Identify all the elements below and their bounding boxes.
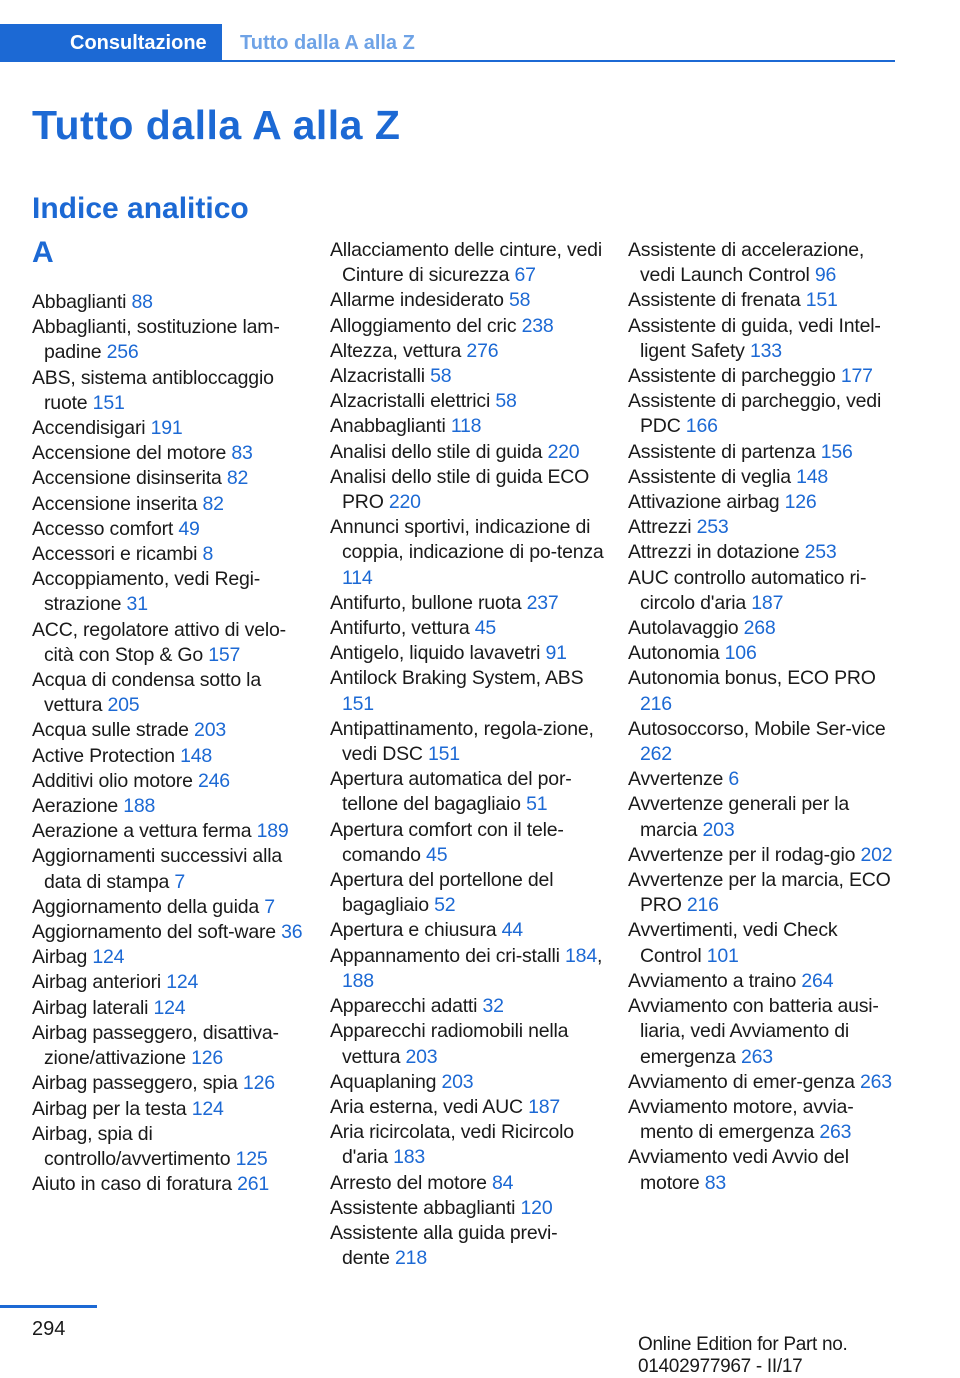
page-reference-link[interactable]: 126 <box>242 1072 275 1095</box>
entry-text: Anabbaglianti <box>330 415 446 438</box>
index-entry <box>628 792 903 842</box>
page-reference-link[interactable]: 188 <box>342 969 374 992</box>
index-entry <box>32 315 307 365</box>
page-reference-link[interactable]: 114 <box>342 566 373 589</box>
entry-text: Antilock Braking System, ABS <box>330 667 584 690</box>
index-entry <box>628 490 903 515</box>
entry-text: Altezza, vettura <box>330 339 462 362</box>
entry-text: Apertura e chiusura <box>330 919 497 942</box>
index-entry <box>628 641 903 666</box>
index-entry <box>32 1097 307 1122</box>
page-reference-link[interactable]: 82 <box>202 492 224 515</box>
index-entry <box>330 616 605 641</box>
page-reference-link[interactable]: 151 <box>427 743 460 766</box>
index-entry <box>32 844 307 894</box>
entry-text: Arresto del motore <box>330 1171 487 1194</box>
entry-text: Aiuto in caso di foratura <box>32 1173 232 1196</box>
page-reference-link[interactable]: 256 <box>106 341 139 364</box>
page-reference-link[interactable]: 263 <box>819 1121 852 1144</box>
page-reference-link[interactable]: 188 <box>123 795 156 818</box>
index-entry <box>330 288 605 313</box>
entry-text: Apparecchi radiomobili nella vettura <box>330 1020 569 1068</box>
page-reference-link[interactable]: 88 <box>131 291 153 313</box>
index-entry <box>628 465 903 490</box>
index-entry <box>628 666 903 716</box>
page-reference-link[interactable]: 96 <box>814 264 837 287</box>
entry-text: Airbag passeggero, disattiva-zione/attivazione <box>32 1021 279 1070</box>
entry-text: Assistente di parcheggio, vedi PDC <box>628 390 882 438</box>
entry-text: Autonomia <box>628 642 720 665</box>
page-reference-link[interactable]: 262 <box>640 743 672 766</box>
index-entry <box>330 314 605 339</box>
entry-text: Accoppiamento, vedi Regi-strazione <box>32 568 261 616</box>
entry-text: Accensione inserita <box>32 492 198 515</box>
index-entry <box>628 364 903 389</box>
entry-text: Allacciamento delle cinture, vedi Cinture di sicurezza <box>330 239 602 287</box>
entry-text: Assistente abbaglianti <box>330 1196 516 1219</box>
index-entry <box>32 895 307 920</box>
page-reference-link[interactable]: 84 <box>492 1171 514 1194</box>
page-reference-link[interactable]: 124 <box>153 996 186 1019</box>
page-reference-link[interactable]: 268 <box>743 617 776 640</box>
header-rule <box>222 60 895 62</box>
index-entry <box>32 416 307 441</box>
page-reference-link[interactable]: 44 <box>501 919 523 942</box>
page-reference-link[interactable]: 203 <box>702 818 735 841</box>
index-entry <box>628 969 903 994</box>
entry-text: AUC controllo automatico ri-circolo d'aria <box>628 566 867 614</box>
entry-text: Aquaplaning <box>330 1070 437 1093</box>
page-reference-link[interactable]: 264 <box>801 969 834 992</box>
page-reference-link[interactable]: 183 <box>393 1146 426 1169</box>
page-reference-link[interactable]: 120 <box>520 1196 553 1219</box>
entry-text: Allarme indesiderato <box>330 289 504 312</box>
page-reference-link[interactable]: 220 <box>388 491 421 514</box>
page-reference-link[interactable]: 58 <box>430 365 452 388</box>
index-entry <box>330 994 605 1019</box>
breadcrumb[interactable]: Tutto dalla A alla Z <box>240 32 415 54</box>
entry-text: Assistente di parcheggio <box>628 365 836 388</box>
entry-text: Avviamento motore, avvia-mento di emergenza <box>628 1095 854 1144</box>
page-reference-link[interactable]: 253 <box>696 516 729 539</box>
page-reference-link[interactable]: 32 <box>482 995 504 1018</box>
page-reference-link[interactable]: 106 <box>724 642 757 665</box>
entry-text: Apertura del portellone del bagagliaio <box>330 869 554 917</box>
page-reference-link[interactable]: 203 <box>194 719 226 742</box>
entry-text: Accesso comfort <box>32 517 174 540</box>
page-reference-link[interactable]: 263 <box>860 1070 892 1093</box>
page-reference-link[interactable]: 263 <box>740 1045 773 1068</box>
entry-text: Avvertenze per il rodag-gio <box>628 843 856 866</box>
index-entry <box>330 1070 605 1095</box>
index-columns <box>0 238 960 1278</box>
page-reference-link[interactable]: 49 <box>178 517 200 540</box>
page-reference-link[interactable]: 202 <box>860 843 893 866</box>
entry-text: Antifurto, vettura <box>330 617 470 640</box>
index-column-2 <box>330 238 605 1271</box>
index-entry <box>628 1070 903 1095</box>
page-reference-link[interactable]: 124 <box>92 946 125 969</box>
index-entry <box>32 996 307 1021</box>
index-entry <box>628 515 903 540</box>
page-number: 294 <box>32 1318 66 1340</box>
entry-text: Additivi olio motore <box>32 769 193 792</box>
index-entry <box>330 1221 605 1271</box>
entry-text: Accensione del motore <box>32 442 227 465</box>
page-reference-link[interactable]: 58 <box>508 289 531 312</box>
page-reference-link[interactable]: 91 <box>545 642 567 665</box>
index-entry <box>32 744 307 769</box>
index-entry <box>32 1071 307 1096</box>
index-entry <box>32 618 307 668</box>
index-entry <box>628 843 903 868</box>
page-reference-link[interactable]: 253 <box>804 541 837 564</box>
page-reference-link[interactable]: 205 <box>107 694 140 717</box>
index-entry <box>330 339 605 364</box>
entry-text: Autolavaggio <box>628 617 739 640</box>
page-reference-link[interactable]: 125 <box>235 1147 268 1170</box>
page-reference-link[interactable]: 7 <box>174 870 185 893</box>
entry-text: Autosoccorso, Mobile Ser-vice <box>628 717 886 740</box>
entry-text: Attrezzi in dotazione <box>628 541 800 564</box>
entry-text: Abbaglianti <box>32 291 127 313</box>
page-reference-link[interactable]: 82 <box>226 467 249 490</box>
entry-text: Antifurto, bullone ruota <box>330 591 522 614</box>
page-reference-link[interactable]: 237 <box>526 591 559 614</box>
page-reference-link[interactable]: 187 <box>528 1095 561 1118</box>
page-reference-link[interactable]: 83 <box>704 1171 727 1194</box>
entry-text: Assistente di frenata <box>628 289 801 312</box>
entry-text: Alzacristalli elettrici <box>330 390 491 413</box>
entry-text: Analisi dello stile di guida <box>330 440 543 463</box>
entry-text: Attrezzi <box>628 516 692 539</box>
page-reference-link[interactable]: 166 <box>685 415 718 438</box>
index-entry <box>330 591 605 616</box>
page-reference-link[interactable]: 124 <box>191 1097 224 1120</box>
edition-note: Online Edition for Part no. 01402977967 - II/17 <box>638 1334 848 1377</box>
page-reference-link[interactable]: 52 <box>434 894 456 917</box>
page-reference-link[interactable]: 58 <box>495 390 517 413</box>
page-reference-link[interactable]: 67 <box>514 264 536 287</box>
index-entry <box>330 1196 605 1221</box>
index-entry <box>32 970 307 995</box>
page-reference-link[interactable]: 118 <box>450 415 482 438</box>
page-reference-link[interactable]: 31 <box>126 593 148 616</box>
entry-text: Apertura automatica del por-tellone del bagagliaio <box>330 768 572 816</box>
entry-text: Accessori e ricambi <box>32 543 198 566</box>
page-reference-link[interactable]: 151 <box>92 391 125 414</box>
page-reference-link[interactable]: 6 <box>728 768 740 791</box>
entry-text: Aria ricircolata, vedi Ricircolo d'aria <box>330 1121 574 1169</box>
index-entry <box>32 1021 307 1071</box>
entry-text: Antipattinamento, regola-zione, vedi DSC <box>330 717 594 766</box>
page-reference-link[interactable]: 45 <box>426 843 448 866</box>
index-entry <box>32 441 307 466</box>
entry-text: Assistente di accelerazione, vedi Launch Control <box>628 239 865 287</box>
index-entry <box>628 238 903 288</box>
index-entry <box>32 567 307 617</box>
page-reference-link[interactable]: 177 <box>840 365 873 388</box>
page-reference-link[interactable]: 191 <box>150 417 183 440</box>
index-column-1 <box>32 238 307 1197</box>
entry-text: Aria esterna, vedi AUC <box>330 1095 523 1118</box>
index-entry <box>330 238 605 288</box>
index-entry <box>330 818 605 868</box>
index-entry <box>330 389 605 414</box>
footer-rule <box>0 1305 97 1308</box>
page-reference-link[interactable]: 101 <box>706 944 739 967</box>
entry-text: Alzacristalli <box>330 365 425 388</box>
index-entry <box>32 290 307 315</box>
page-reference-link[interactable]: 189 <box>256 820 289 843</box>
index-entry <box>330 918 605 943</box>
entry-text: Assistente di partenza <box>628 440 816 463</box>
page-reference-link[interactable]: 83 <box>231 442 253 465</box>
entry-text: Airbag <box>32 946 88 969</box>
index-entry <box>330 1171 605 1196</box>
entry-text: Abbaglianti, sostituzione lam-padine <box>32 316 280 364</box>
page-reference-link[interactable]: 148 <box>796 465 829 488</box>
page-reference-link[interactable]: 157 <box>208 643 241 666</box>
entry-text: Antigelo, liquido lavavetri <box>330 642 541 665</box>
entry-text: Avvertimenti, vedi Check Control <box>628 919 838 967</box>
index-entry <box>32 920 307 945</box>
index-entry <box>628 540 903 565</box>
page-reference-link[interactable]: 218 <box>395 1247 427 1270</box>
index-entry <box>628 1095 903 1145</box>
index-entry <box>32 517 307 542</box>
page-reference-link[interactable]: 151 <box>342 692 374 715</box>
page-reference-link[interactable]: 151 <box>805 289 838 312</box>
entry-text: Acqua di condensa sotto la vettura <box>32 669 261 717</box>
entry-text: Avviamento a traino <box>628 969 797 992</box>
entry-text: Attivazione airbag <box>628 491 780 514</box>
entry-text: Aerazione a vettura ferma <box>32 820 252 843</box>
index-entry <box>330 1120 605 1170</box>
entry-text: Apparecchi adatti <box>330 995 478 1018</box>
index-entry <box>330 1019 605 1069</box>
page-reference-link[interactable]: 45 <box>474 617 496 640</box>
index-entry <box>330 767 605 817</box>
index-entry <box>32 819 307 844</box>
entry-text: Assistente di veglia <box>628 465 791 488</box>
entry-text: Avvertenze <box>628 768 724 791</box>
entry-text: Alloggiamento del cric <box>330 314 517 337</box>
index-entry <box>628 288 903 313</box>
index-entry <box>32 718 307 743</box>
entry-text: Aggiornamento del soft-ware <box>32 921 276 944</box>
index-entry <box>628 440 903 465</box>
index-entry <box>32 794 307 819</box>
entry-text: ABS, sistema antibloccaggio ruote <box>32 366 274 414</box>
page-reference-link[interactable]: 126 <box>191 1047 224 1070</box>
entry-text: Analisi dello stile di guida ECO PRO <box>330 465 590 514</box>
entry-text: Active Protection <box>32 744 175 767</box>
index-entry <box>32 668 307 718</box>
entry-text: Apertura comfort con il tele-comando <box>330 818 564 866</box>
index-entry <box>330 666 605 716</box>
entry-text: Annunci sportivi, indicazione di coppia, indicazione di po-tenza <box>330 516 604 564</box>
entry-text: Aggiornamenti successivi alla data di stampa <box>32 845 282 893</box>
index-column-3 <box>628 238 903 1196</box>
index-entry <box>32 466 307 491</box>
index-entry <box>628 314 903 364</box>
index-entry: Appannamento dei cri-stalli 184, 188 <box>330 944 603 992</box>
index-entry <box>628 1145 903 1195</box>
index-entry <box>628 994 903 1070</box>
section-tab[interactable]: Consultazione <box>0 24 222 62</box>
entry-text: Airbag per la testa <box>32 1097 187 1120</box>
page-reference-link[interactable]: 203 <box>441 1070 474 1093</box>
entry-text: Avviamento con batteria ausi-liaria, vedi Avviamento di emergenza <box>628 995 879 1068</box>
page-reference-link[interactable]: 36 <box>281 921 303 944</box>
entry-text: Avvertenze per la marcia, ECO PRO <box>628 869 891 917</box>
entry-text: Acqua sulle strade <box>32 719 189 742</box>
page-reference-link[interactable]: 216 <box>640 692 672 715</box>
page-reference-link[interactable]: 187 <box>751 591 784 614</box>
entry-text: Assistente alla guida previ-dente <box>330 1221 558 1270</box>
index-entry <box>628 918 903 968</box>
index-entry <box>628 767 903 792</box>
index-entry <box>330 364 605 389</box>
page-reference-link[interactable]: 126 <box>784 491 817 514</box>
index-entry <box>628 616 903 641</box>
index-entry <box>330 414 605 439</box>
page-reference-link[interactable]: 220 <box>547 440 580 463</box>
entry-text: Appannamento dei cri-stalli <box>330 944 560 967</box>
index-entry <box>330 717 605 767</box>
index-entry <box>628 868 903 918</box>
index-entry <box>330 1095 605 1120</box>
index-entry <box>330 465 605 515</box>
page-header <box>0 24 895 62</box>
page-reference-link[interactable]: 8 <box>202 543 214 566</box>
index-entry <box>32 769 307 794</box>
page-reference-link[interactable]: 156 <box>820 440 853 463</box>
page-reference-link[interactable]: 203 <box>405 1045 438 1068</box>
page-reference-link[interactable]: 216 <box>686 894 719 917</box>
index-entry <box>330 440 605 465</box>
page-reference-link[interactable]: 246 <box>197 769 230 792</box>
page-reference-link[interactable]: 148 <box>180 744 213 767</box>
page-reference-link[interactable]: 184 <box>565 944 597 967</box>
index-entry <box>628 717 903 767</box>
entry-text: Aerazione <box>32 795 119 818</box>
index-entry <box>330 868 605 918</box>
index-entry <box>628 389 903 439</box>
entry-text: Airbag anteriori <box>32 971 162 994</box>
index-entry <box>32 1172 307 1197</box>
entry-text: Airbag laterali <box>32 996 149 1019</box>
page-reference-link[interactable]: 133 <box>749 339 782 362</box>
index-entry <box>628 566 903 616</box>
index-entry <box>32 542 307 567</box>
index-entry <box>32 366 307 416</box>
page-reference-link[interactable]: 51 <box>526 793 548 816</box>
letter-heading: A <box>32 236 54 269</box>
entry-text: Autonomia bonus, ECO PRO <box>628 667 876 690</box>
index-entry <box>32 492 307 517</box>
page-reference-link[interactable]: 276 <box>466 339 499 362</box>
index-entry <box>32 945 307 970</box>
entry-text: Accensione disinserita <box>32 467 222 490</box>
index-entry <box>330 641 605 666</box>
index-entry <box>32 1122 307 1172</box>
index-subtitle: Indice analitico <box>32 192 249 225</box>
entry-text: Avviamento vedi Avvio del motore <box>628 1146 849 1194</box>
entry-text: Assistente di guida, vedi Intel-ligent Safety <box>628 314 881 362</box>
entry-text: ACC, regolatore attivo di velo-cità con Stop & Go <box>32 618 286 666</box>
entry-text: Avvertenze generali per la marcia <box>628 793 849 841</box>
page-reference-link[interactable]: 7 <box>264 895 275 918</box>
entry-text: Airbag passeggero, spia <box>32 1072 238 1095</box>
page-reference-link[interactable]: 238 <box>521 314 554 337</box>
entry-text: Airbag, spia di controllo/avvertimento <box>32 1122 231 1170</box>
page-title: Tutto dalla A alla Z <box>32 102 401 148</box>
index-entry <box>330 515 605 591</box>
page-reference-link[interactable]: 124 <box>166 971 199 994</box>
entry-text: Avviamento di emer-genza <box>628 1070 855 1093</box>
page-reference-link[interactable]: 261 <box>237 1173 270 1196</box>
entry-text: Aggiornamento della guida <box>32 895 260 918</box>
entry-text: Accendisigari <box>32 417 146 440</box>
